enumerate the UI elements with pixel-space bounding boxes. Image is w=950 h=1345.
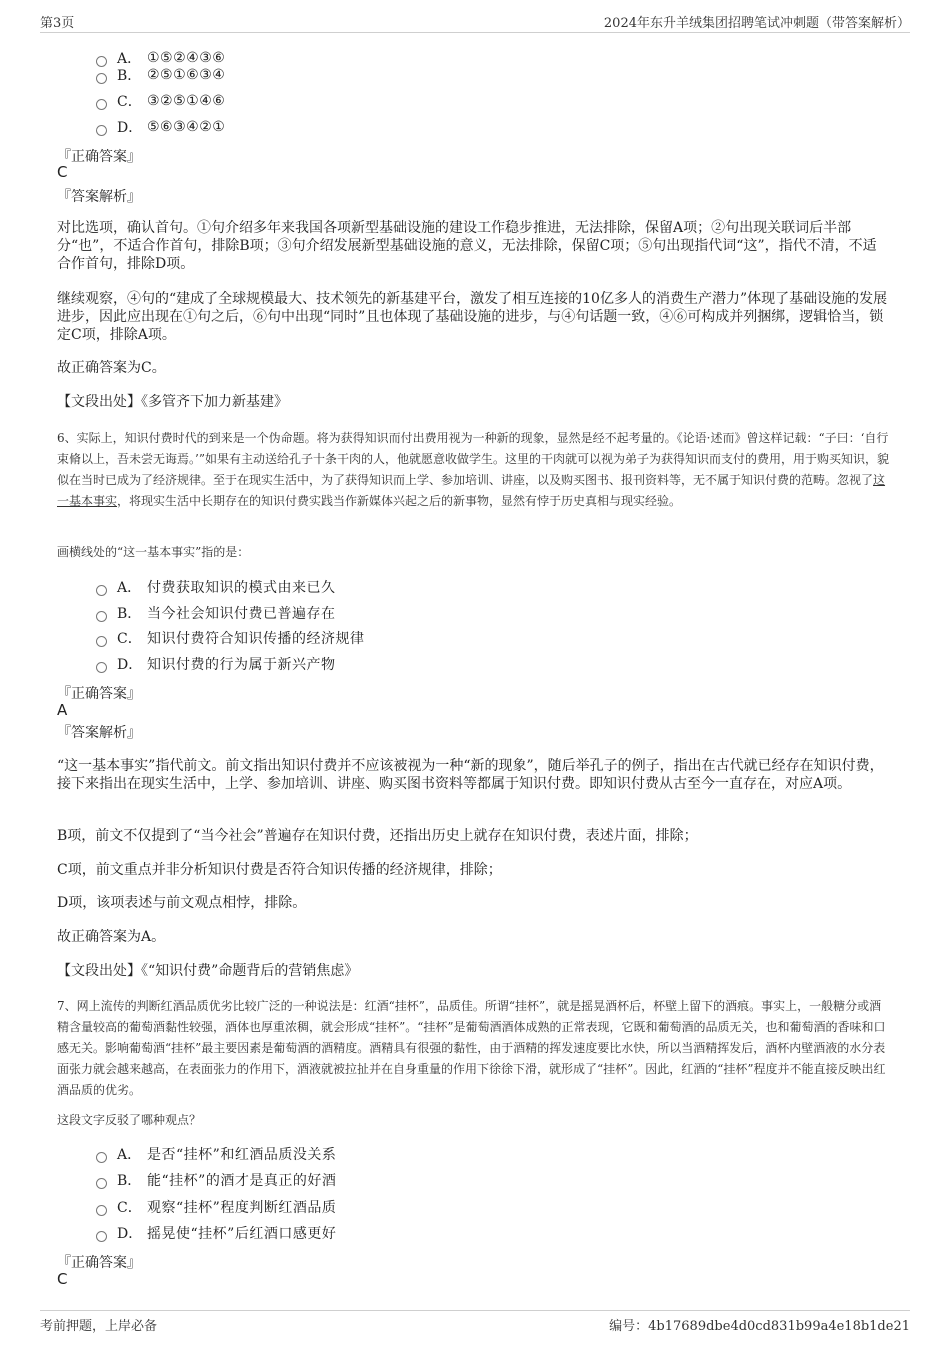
option-text: ②⑤①⑥③④ [147,67,226,83]
radio-icon[interactable] [96,1178,107,1189]
option-letter: B． [117,68,142,84]
option-letter: B． [117,606,142,622]
option-letter: A． [117,1147,142,1163]
q6-analysis-label: 『答案解析』 [57,725,141,741]
q6-prompt: 画横线处的“这一基本事实”指的是： [57,545,250,559]
q5-answer: C [57,163,68,181]
q5-analysis-p2: 继续观察，④句的“建成了全球规模最大、技术领先的新基建平台，激发了相互连接的10亿多人的消费生产潜力”体现了基础设施的发展进步，因此应出现在①句之后，⑥句中出现“同时”且也体现了基础设施的进步，与④句话题一致，④⑥可构成并列捆绑，逻辑恰当，锁定C项，排除A项。 [57,291,888,343]
radio-icon[interactable] [96,662,107,673]
q7-prompt: 这段文字反驳了哪种观点？ [57,1113,202,1127]
q5-source: 【文段出处】《多管齐下加力新基建》 [57,394,288,410]
option-letter: C． [117,1200,142,1216]
document-title: 2024年东升羊绒集团招聘笔试冲刺题（带答案解析） [603,16,910,31]
q5-option-c[interactable] [96,90,225,112]
page-number: 第3页 [40,16,75,31]
radio-icon[interactable] [96,125,107,136]
page-footer [40,1310,910,1333]
q5-analysis-p3: 故正确答案为C。 [57,360,166,376]
q7-option-c[interactable] [96,1196,336,1218]
option-text: 当今社会知识付费已普遍存在 [147,606,336,622]
q7-option-a[interactable] [96,1143,336,1165]
q6-stem-text: 6、实际上，知识付费时代的到来是一个伪命题。将为获得知识而付出费用视为一种新的现象，显然是经不起考量的。《论语·述而》曾这样记载：“子曰：‘自行束脩以上，吾未尝无诲焉。’”如果有主动送给孔子十条干肉的人，他就愿意收做学生。这里的干肉就可以视为弟子为获得知识而支付的费用，用于购买知识，貌似在当时已成为了经济规律。至于在现实生活中，为了获得知识而上学、参加培训、讲座，以及购买图书、报刊资料等，无不属于知识付费的范畴。忽视了 [57,431,889,487]
radio-icon[interactable] [96,73,107,84]
option-text: ⑤⑥③④②① [147,119,226,135]
q6-analysis-p5: 故正确答案为A。 [57,929,166,945]
option-text: 付费获取知识的模式由来已久 [147,580,336,596]
q6-analysis-p4: D项，该项表述与前文观点相悖，排除。 [57,895,307,911]
q7-option-d[interactable] [96,1222,336,1244]
option-letter: A． [117,580,142,596]
q6-stem-text-end: ，将现实生活中长期存在的知识付费实践当作新媒体兴起之后的新事物，显然有悖于历史真相与现实经验。 [117,494,682,508]
q5-option-d[interactable] [96,116,225,138]
option-text: ③②⑤①④⑥ [147,93,226,109]
q6-analysis-p1: “这一基本事实”指代前文。前文指出知识付费并不应该被视为一种“新的现象”，随后举孔子的例子，指出在古代就已经存在知识付费，接下来指出在现实生活中，上学、参加培训、讲座、购买图书资料等都属于知识付费。即知识付费从古至今一直存在，对应A项。 [57,758,884,792]
option-text: 能“挂杯”的酒才是真正的好酒 [147,1173,337,1189]
q5-analysis-label: 『答案解析』 [57,189,141,205]
option-letter: D． [117,657,143,673]
option-text: 知识付费符合知识传播的经济规律 [147,631,365,647]
option-text: 知识付费的行为属于新兴产物 [147,657,336,673]
option-text: ①⑤②④③⑥ [147,50,226,66]
radio-icon[interactable] [96,99,107,110]
radio-icon[interactable] [96,1205,107,1216]
q7-correct-label: 『正确答案』 [57,1255,141,1271]
radio-icon[interactable] [96,636,107,647]
q6-option-a[interactable] [96,576,336,598]
option-letter: D． [117,1226,143,1242]
q6-analysis-p2: B项，前文不仅提到了“当今社会”普遍存在知识付费，还指出历史上就存在知识付费，表述片面，排除； [57,828,698,844]
q7-stem: 7、网上流传的判断红酒品质优劣比较广泛的一种说法是：红酒“挂杯”，品质佳。所谓“挂杯”，就是摇晃酒杯后，杯壁上留下的酒痕。事实上，一般糖分或酒精含量较高的葡萄酒黏性较强，酒体也厚重浓稠，就会形成“挂杯”。“挂杯”是葡萄酒酒体成熟的正常表现，它既和葡萄酒的品质无关，也和葡萄酒的香味和口感无关。影响葡萄酒“挂杯”最主要因素是葡萄酒的酒精度。酒精具有很强的黏性，由于酒精的挥发速度要比水快，所以当酒精挥发后，酒杯内壁酒液的水分表面张力就会越来越高，在表面张力的作用下，酒液就被拉扯并在自身重量的作用下徐徐下滑，就形成了“挂杯”。因此，红酒的“挂杯”程度并不能直接反映出红酒品质的优劣。 [57,999,886,1097]
option-text: 是否“挂杯”和红酒品质没关系 [147,1147,337,1163]
document-id: 编号：4b17689dbe4d0cd831b99a4e18b1de21 [609,1319,910,1334]
radio-icon[interactable] [96,1152,107,1163]
q5-option-b[interactable] [96,64,225,86]
q5-analysis-p1: 对比选项，确认首句。①句介绍多年来我国各项新型基础设施的建设工作稳步推进，无法排除，保留A项；②句出现关联词后半部分“也”，不适合作首句，排除B项；③句介绍发展新型基础设施的意义，无法排除，保留C项；⑤句出现指代词“这”，指代不清，不适合作首句，排除D项。 [57,220,877,272]
option-letter: C． [117,94,142,110]
q6-analysis-p3: C项，前文重点并非分析知识付费是否符合知识传播的经济规律，排除； [57,862,502,878]
q6-option-c[interactable] [96,627,365,649]
q7-answer: C [57,1270,68,1288]
q5-correct-label: 『正确答案』 [57,149,141,165]
radio-icon[interactable] [96,1231,107,1242]
page-header [40,12,910,33]
radio-icon[interactable] [96,611,107,622]
q6-option-d[interactable] [96,653,336,675]
q6-underlined-phrase: 这一基本事实 [57,473,886,508]
q6-source: 【文段出处】《“知识付费”命题背后的营销焦虑》 [57,963,359,979]
option-letter: B． [117,1173,142,1189]
option-letter: A． [117,51,142,67]
q6-stem [57,428,893,512]
q6-correct-label: 『正确答案』 [57,686,141,702]
radio-icon[interactable] [96,585,107,596]
option-letter: D． [117,120,143,136]
q7-option-b[interactable] [96,1169,336,1191]
option-text: 观察“挂杯”程度判断红酒品质 [147,1200,337,1216]
option-letter: C． [117,631,142,647]
option-text: 摇晃使“挂杯”后红酒口感更好 [147,1226,337,1242]
q6-option-b[interactable] [96,602,336,624]
footer-slogan: 考前押题，上岸必备 [40,1319,158,1334]
q6-answer: A [57,701,68,719]
